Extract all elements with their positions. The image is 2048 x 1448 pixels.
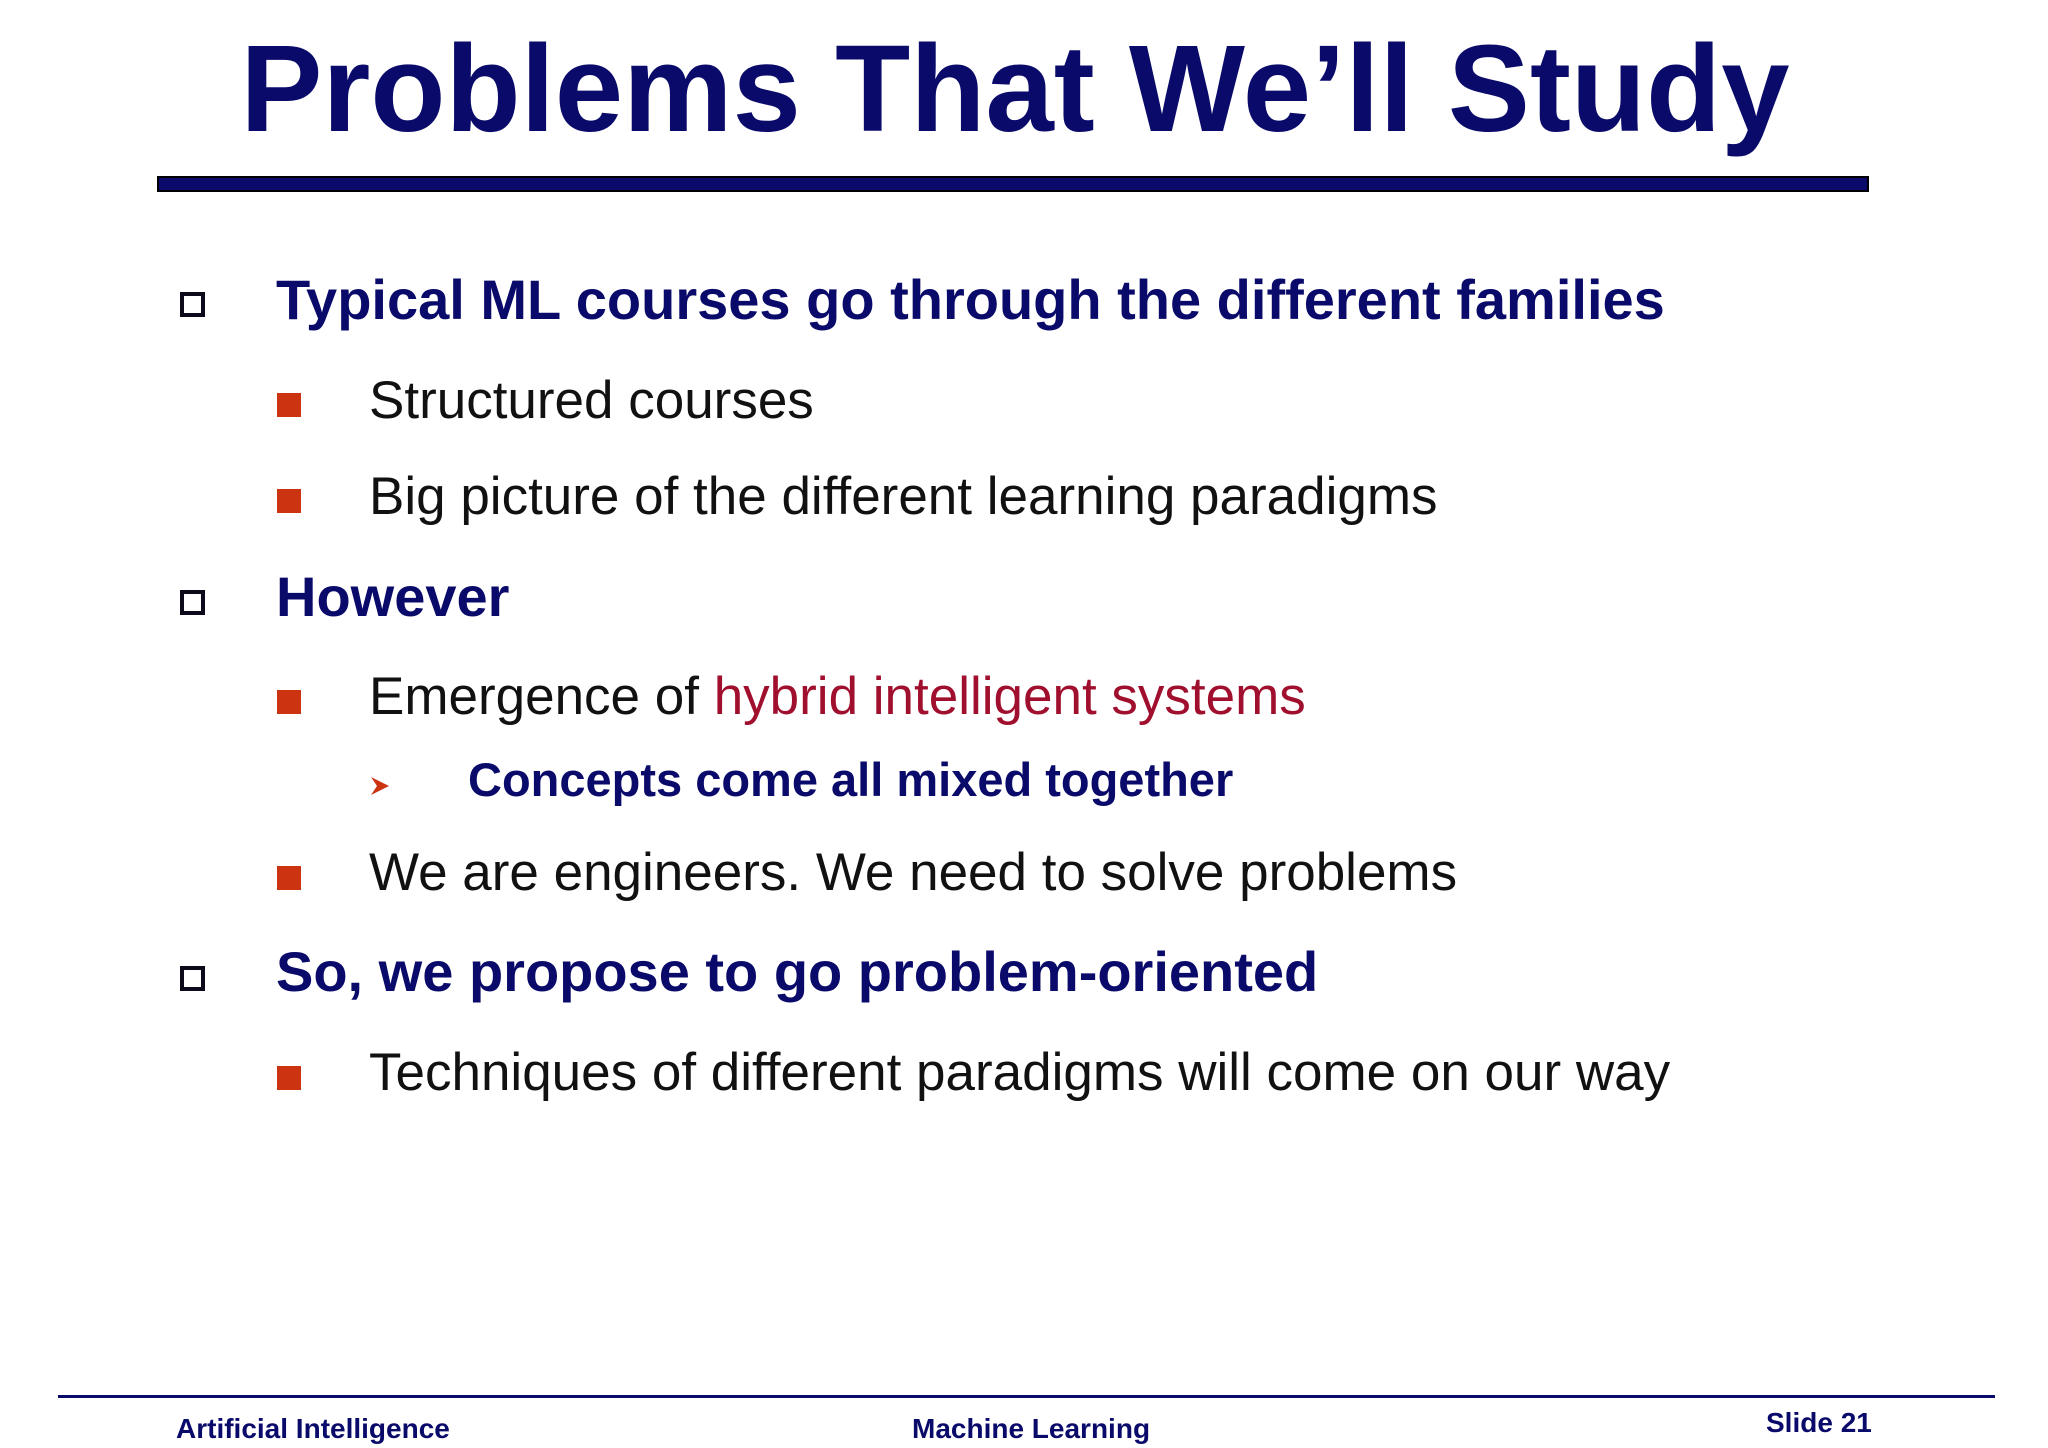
filled-square-icon (277, 393, 301, 417)
bullet-text-level2: Structured courses (369, 371, 814, 430)
bullet-text-level1: However (276, 565, 510, 628)
hollow-square-icon (180, 966, 205, 991)
filled-square-icon (277, 866, 301, 890)
bullet-text-level2: Techniques of different paradigms will come on our way (369, 1043, 1671, 1102)
title-divider (157, 176, 1869, 192)
hollow-square-icon (180, 292, 205, 317)
highlighted-phrase: hybrid intelligent systems (713, 667, 1306, 726)
bullet-text-level1: So, we propose to go problem-oriented (276, 940, 1319, 1003)
bullet-text-level2 (369, 666, 1306, 728)
bullet-text-level2: We are engineers. We need to solve problems (369, 843, 1458, 902)
filled-square-icon (277, 1066, 301, 1090)
bullet-text-level2: Big picture of the different learning paradigms (369, 467, 1438, 526)
filled-square-icon (277, 690, 301, 714)
arrowhead-icon (369, 775, 391, 797)
slide-number: Slide 21 (1766, 1407, 1872, 1438)
filled-square-icon (277, 489, 301, 513)
bullet-text-plain: Emergence of (369, 667, 714, 726)
hollow-square-icon (180, 590, 205, 615)
bullet-text-level3: Concepts come all mixed together (468, 753, 1234, 806)
footer-topic: Machine Learning (912, 1413, 1151, 1444)
footer-divider (58, 1395, 1995, 1398)
bullet-text-level1: Typical ML courses go through the different families (276, 268, 1665, 331)
footer-course: Artificial Intelligence (176, 1413, 450, 1444)
slide-title: Problems That We’ll Study (240, 21, 1790, 158)
